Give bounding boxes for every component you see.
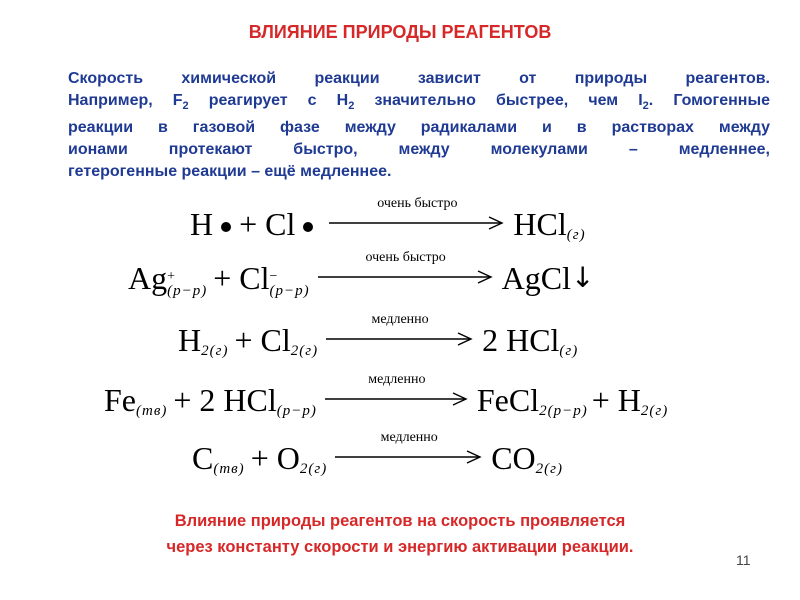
eq5-arrow-label: медленно bbox=[380, 430, 438, 445]
para-l2c: реагирует с H bbox=[188, 92, 349, 109]
para-line-1: Скорость химической реакции зависит от природы реагентов. bbox=[68, 70, 770, 87]
eq3-product-state: (г) bbox=[559, 343, 579, 359]
eq4-h-state: 2(г) bbox=[640, 403, 669, 419]
para-line-3: реакции в газовой фазе между радикалами и в растворах между bbox=[68, 119, 770, 137]
para-line-2 bbox=[68, 90, 770, 117]
eq2-ag: Ag bbox=[128, 260, 168, 296]
equation-3 bbox=[178, 314, 578, 360]
reaction-arrow-icon bbox=[335, 430, 483, 464]
para-l2e: значительно быстрее, чем I bbox=[354, 92, 643, 109]
equation-2 bbox=[128, 252, 594, 298]
radical-dot-icon bbox=[221, 222, 231, 232]
para-l2a: Например, F bbox=[68, 92, 183, 109]
eq4-fe-state: (тв) bbox=[136, 403, 168, 419]
para-l2d: 2 bbox=[348, 100, 355, 113]
para-l2f: 2 bbox=[642, 100, 649, 113]
equation-1 bbox=[190, 198, 586, 244]
eq5-product: CO bbox=[491, 440, 536, 476]
eq2-ag-charge: + bbox=[167, 269, 176, 284]
slide-title: ВЛИЯНИЕ ПРИРОДЫ РЕАГЕНТОВ bbox=[248, 22, 552, 42]
eq1-product: HCl bbox=[513, 206, 567, 242]
intro-paragraph bbox=[68, 68, 770, 183]
eq1-arrow-label: очень быстро bbox=[377, 196, 458, 211]
eq3-cl-state: 2(г) bbox=[290, 343, 319, 359]
eq2-arrow-label: очень быстро bbox=[365, 250, 446, 265]
eq3-h-state: 2(г) bbox=[201, 343, 229, 359]
eq5-o-state: 2(г) bbox=[299, 461, 328, 477]
eq2-cl-state: (р−р) bbox=[269, 283, 310, 299]
reaction-arrow-icon bbox=[325, 372, 469, 406]
reaction-arrow-icon bbox=[318, 250, 494, 284]
eq1-cl: + Cl bbox=[239, 206, 296, 242]
eq4-arrow-label: медленно bbox=[368, 372, 426, 387]
eq4-hcl: + 2 HCl bbox=[173, 382, 277, 418]
page-number: 11 bbox=[736, 552, 751, 568]
equation-5 bbox=[192, 432, 563, 478]
para-line-4: ионами протекают быстро, между молекулами – медленнее, bbox=[68, 141, 770, 159]
precipitate-arrow-icon: ↓ bbox=[570, 261, 595, 294]
eq2-product: AgCl bbox=[501, 260, 571, 296]
para-l2b: 2 bbox=[182, 100, 189, 113]
eq5-c-state: (тв) bbox=[213, 461, 245, 477]
eq3-arrow-label: медленно bbox=[371, 312, 429, 327]
eq2-cl: + Cl bbox=[213, 260, 270, 296]
eq1-product-state: (г) bbox=[566, 227, 586, 243]
eq5-product-state: 2(г) bbox=[535, 461, 563, 477]
eq4-product: FeCl bbox=[476, 382, 540, 418]
para-line-5: гетерогенные реакции – ещё медленнее. bbox=[68, 163, 392, 181]
eq4-fe: Fe bbox=[104, 382, 136, 418]
eq1-h: H bbox=[190, 206, 214, 242]
reaction-arrow-icon bbox=[326, 312, 474, 346]
conclusion-text bbox=[0, 508, 800, 560]
eq5-c: C bbox=[192, 440, 214, 476]
eq3-product: 2 HCl bbox=[482, 322, 560, 358]
conclusion-line-2: через константу скорости и энергию активации реакции. bbox=[166, 538, 634, 556]
para-l2g: . Гомогенные bbox=[648, 92, 771, 109]
reaction-arrow-icon bbox=[329, 196, 505, 230]
eq4-product-state: 2(р−р) bbox=[539, 403, 588, 419]
eq2-cl-charge: − bbox=[269, 269, 278, 284]
eq4-h: + H bbox=[591, 382, 641, 418]
conclusion-line-1: Влияние природы реагентов на скорость проявляется bbox=[174, 512, 626, 530]
eq3-cl: + Cl bbox=[234, 322, 291, 358]
eq4-hcl-state: (р−р) bbox=[276, 403, 317, 419]
eq5-o: + O bbox=[250, 440, 300, 476]
equation-4 bbox=[104, 374, 668, 420]
radical-dot-icon bbox=[303, 222, 313, 232]
eq3-h: H bbox=[178, 322, 202, 358]
eq2-ag-state: (р−р) bbox=[167, 283, 208, 299]
